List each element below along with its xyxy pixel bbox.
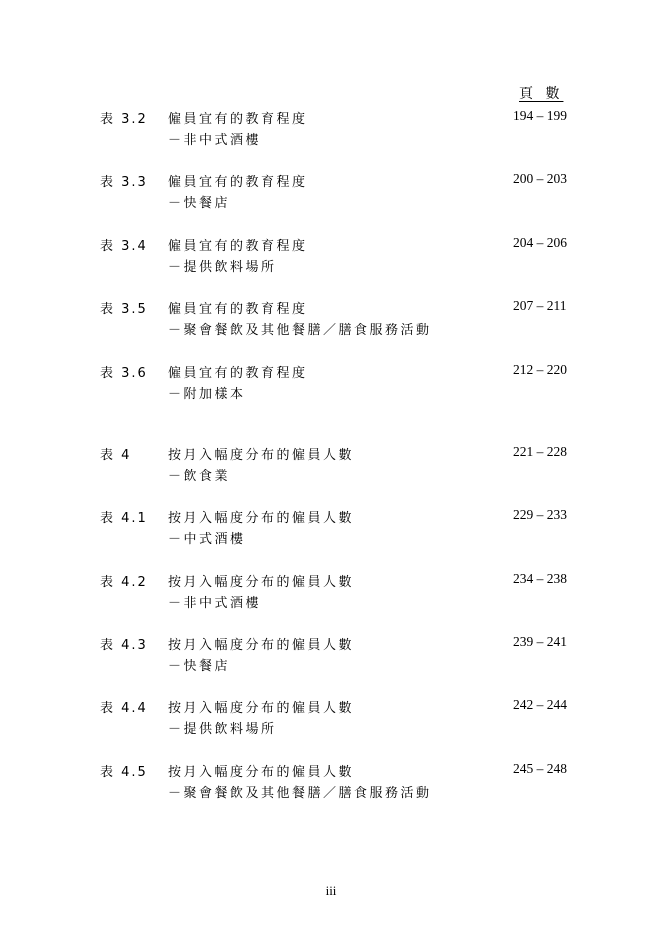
toc-table-label: 表 3.4 <box>100 239 148 254</box>
toc-table-subtitle: －非中式酒樓 <box>168 596 262 611</box>
toc-table-title: 按月入幅度分布的僱員人數 <box>168 701 355 716</box>
toc-entry-4-5 <box>0 761 662 807</box>
toc-table-subtitle: －快餐店 <box>168 196 231 211</box>
toc-page-range: 207 – 211 <box>513 298 567 313</box>
toc-page-range: 229 – 233 <box>513 507 567 522</box>
toc-table-label: 表 3.6 <box>100 366 148 381</box>
toc-table-subtitle: －提供飲料場所 <box>168 260 277 275</box>
toc-table-label: 表 3.3 <box>100 175 148 190</box>
toc-table-subtitle: －快餐店 <box>168 659 231 674</box>
toc-entry-4-2 <box>0 571 662 617</box>
toc-page-range: 245 – 248 <box>513 761 567 776</box>
toc-entry-3-3 <box>0 171 662 217</box>
toc-table-label: 表 4.1 <box>100 511 148 526</box>
toc-page-range: 221 – 228 <box>513 444 567 459</box>
toc-table-label: 表 4.2 <box>100 575 148 590</box>
toc-table-subtitle: －中式酒樓 <box>168 532 246 547</box>
toc-page-range: 242 – 244 <box>513 697 567 712</box>
toc-table-label: 表 4 <box>100 448 132 463</box>
toc-table-title: 僱員宜有的教育程度 <box>168 239 308 254</box>
toc-table-title: 僱員宜有的教育程度 <box>168 302 308 317</box>
toc-table-title: 按月入幅度分布的僱員人數 <box>168 448 355 463</box>
toc-page-range: 200 – 203 <box>513 171 567 186</box>
toc-table-subtitle: －非中式酒樓 <box>168 133 262 148</box>
toc-table-title: 按月入幅度分布的僱員人數 <box>168 765 355 780</box>
toc-entry-4 <box>0 444 662 490</box>
toc-table-title: 僱員宜有的教育程度 <box>168 175 308 190</box>
toc-table-subtitle: －聚會餐飲及其他餐膳／膳食服務活動 <box>168 786 432 801</box>
toc-entry-3-6 <box>0 362 662 408</box>
toc-page-range: 194 – 199 <box>513 108 567 123</box>
toc-entry-3-5 <box>0 298 662 344</box>
toc-table-subtitle: －飲食業 <box>168 469 231 484</box>
toc-table-label: 表 3.2 <box>100 112 148 127</box>
toc-table-label: 表 3.5 <box>100 302 148 317</box>
toc-table-title: 按月入幅度分布的僱員人數 <box>168 511 355 526</box>
toc-table-subtitle: －提供飲料場所 <box>168 722 277 737</box>
pages-column-header: 頁 數 <box>519 86 564 102</box>
toc-entry-4-4 <box>0 697 662 743</box>
toc-table-title: 按月入幅度分布的僱員人數 <box>168 638 355 653</box>
toc-entry-3-2 <box>0 108 662 154</box>
toc-table-label: 表 4.4 <box>100 701 148 716</box>
toc-page-range: 234 – 238 <box>513 571 567 586</box>
toc-entry-4-3 <box>0 634 662 680</box>
toc-page-range: 204 – 206 <box>513 235 567 250</box>
toc-table-title: 僱員宜有的教育程度 <box>168 366 308 381</box>
page-number: iii <box>325 883 337 898</box>
toc-table-subtitle: －聚會餐飲及其他餐膳／膳食服務活動 <box>168 323 432 338</box>
toc-page-range: 212 – 220 <box>513 362 567 377</box>
toc-entry-3-4 <box>0 235 662 281</box>
toc-table-title: 僱員宜有的教育程度 <box>168 112 308 127</box>
toc-table-title: 按月入幅度分布的僱員人數 <box>168 575 355 590</box>
toc-entry-4-1 <box>0 507 662 553</box>
toc-table-subtitle: －附加樣本 <box>168 387 246 402</box>
toc-table-label: 表 4.5 <box>100 765 148 780</box>
toc-page-range: 239 – 241 <box>513 634 567 649</box>
toc-table-label: 表 4.3 <box>100 638 148 653</box>
